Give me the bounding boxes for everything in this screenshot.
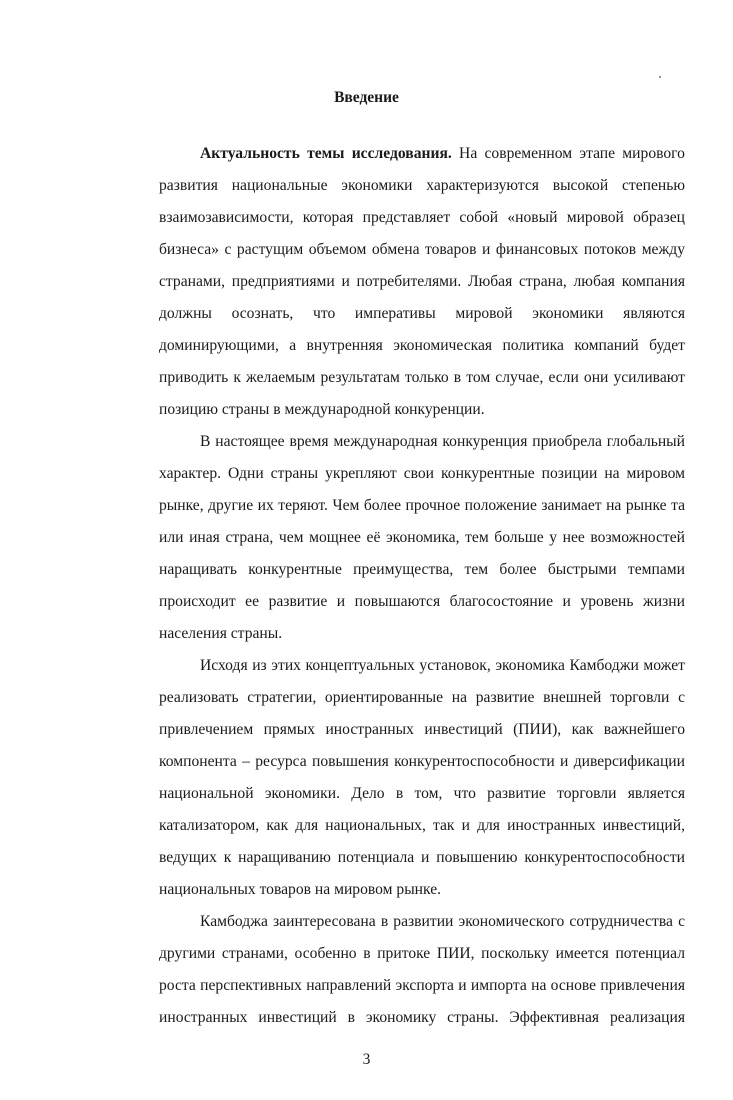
text-line: развития национальные экономики характеризуются высокой степенью <box>159 177 685 194</box>
text-line: реализовать стратегии, ориентированные на развитие внешней торговли с <box>159 689 685 706</box>
text-line: должны осознать, что императивы мировой экономики являются <box>159 305 685 322</box>
lead-text: На современном этапе мирового <box>451 145 685 162</box>
text-line: национальных товаров на мировом рынке. <box>159 881 442 898</box>
text-line: рынке, другие их теряют. Чем более прочное положение занимает на рынке та <box>159 497 685 514</box>
text-line: наращивать конкурентные преимущества, тем более быстрыми темпами <box>159 561 685 578</box>
text-line: иностранных инвестиций в экономику страны. Эффективная реализация <box>159 1009 685 1026</box>
text-line: населения страны. <box>159 625 283 642</box>
text-line: взаимозависимости, которая представляет собой «новый мировой образец <box>159 209 685 226</box>
text-line: бизнеса» с растущим объемом обмена товаров и финансовых потоков между <box>159 241 685 258</box>
text-line: странами, предприятиями и потребителями. Любая страна, любая компания <box>159 273 685 290</box>
text-line: Камбоджа заинтересована в развитии экономического сотрудничества с <box>200 913 685 930</box>
text-line: катализатором, как для национальных, так и для иностранных инвестиций, <box>159 817 685 834</box>
text-line: происходит ее развитие и повышаются благосостояние и уровень жизни <box>159 593 685 610</box>
text-line: Исходя из этих концептуальных установок, экономика Камбоджи может <box>200 657 685 674</box>
scan-speck <box>659 76 661 78</box>
text-line: характер. Одни страны укрепляют свои конкурентные позиции на мировом <box>159 465 685 482</box>
text-line: ведущих к наращиванию потенциала и повышению конкурентоспособности <box>159 849 685 866</box>
text-line <box>200 144 685 164</box>
page-title: Введение <box>334 89 399 106</box>
text-line: В настоящее время международная конкуренция приобрела глобальный <box>200 433 685 450</box>
text-line: доминирующими, а внутренняя экономическая политика компаний будет <box>159 337 685 354</box>
text-line: приводить к желаемым результатам только в том случае, если они усиливают <box>159 369 685 386</box>
text-line: компонента – ресурса повышения конкурентоспособности и диверсификации <box>159 753 685 770</box>
text-line: роста перспективных направлений экспорта и импорта на основе привлечения <box>159 977 685 994</box>
text-line: привлечением прямых иностранных инвестиций (ПИИ), как важнейшего <box>159 721 685 738</box>
lead-heading: Актуальность темы исследования. <box>200 145 452 162</box>
text-line: другими странами, особенно в притоке ПИИ, поскольку имеется потенциал <box>159 945 685 962</box>
text-line: позицию страны в международной конкуренции. <box>159 401 485 418</box>
page-number: 3 <box>362 1051 371 1068</box>
text-line: национальной экономики. Дело в том, что развитие торговли является <box>159 785 685 802</box>
text-line: или иная страна, чем мощнее её экономика, тем больше у нее возможностей <box>159 529 685 546</box>
